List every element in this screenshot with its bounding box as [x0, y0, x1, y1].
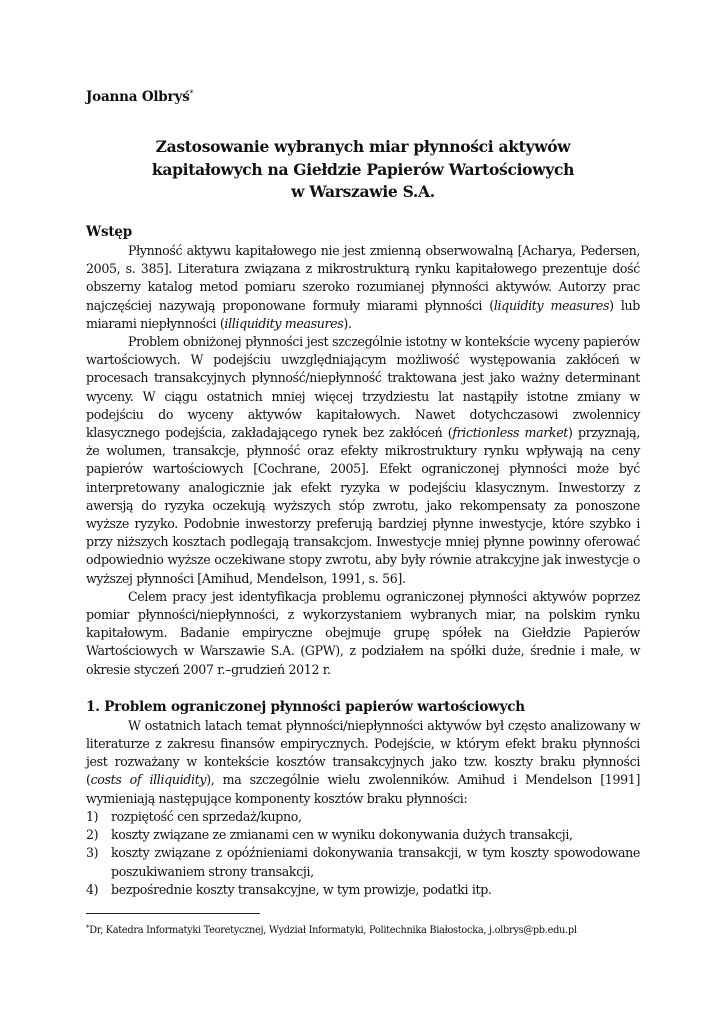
intro-p2-text-a: Problem obniżonej płynności jest szczególnie istotny w kontekście wyceny papierów wartościowych. W podejściu uwzględniającym możliwość występowania zakłóceń w procesach transakcyjnych płynność/niepłynność traktowana jest jako ważny determinant wyceny. W ciągu ostatnich mniej więcej trzydziestu lat nastąpiły istotne zmiany w podejściu do wyceny aktywów kapitałowych. Nawet dotychczasowi zwolennicy klasycznego podejścia, zakładającego rynek bez zakłóceń ( [86, 334, 640, 441]
list-item [86, 844, 640, 880]
cost-components-list [86, 808, 640, 899]
list-item [86, 808, 640, 826]
intro-p2-italic-1: frictionless market [452, 425, 569, 441]
intro-p1-italic-2: illiquidity measures [224, 315, 344, 331]
section-1-heading: 1. Problem ograniczonej płynności papierów wartościowych [86, 698, 525, 715]
section-1-p1-text-a: W ostatnich latach temat płynności/niepłynności aktywów był często analizowany w literaturze z zakresu finansów empirycznych. Podejście, w którym efekt braku płynności jest rozważany w kontekście kosztów transakcyjnych jako tzw. koszty braku płynności ( [86, 717, 640, 788]
intro-paragraph-3: Celem pracy jest identyfikacja problemu ograniczonej płynności aktywów poprzez pomiar płynności/niepłynności, z wykorzystaniem wybranych miar, na polskim rynku kapitałowym. Badanie empiryczne obejmuje grupę spółek na Giełdzie Papierów Wartościowych w Warszawie S.A. (GPW), z podziałem na spółki duże, średnie i małe, w okresie styczeń 2007 r.–grudzień 2012 r. [86, 588, 640, 677]
list-item-text: bezpośrednie koszty transakcyjne, w tym prowizje, podatki itp. [111, 881, 492, 897]
paper-title [86, 136, 640, 204]
intro-paragraph-1 [86, 242, 640, 333]
list-item-number: 3) [86, 845, 99, 861]
author-text: Joanna Olbryś [86, 89, 190, 105]
list-item-number: 1) [86, 808, 99, 824]
footnote-mark: * [86, 924, 90, 932]
title-line-1: Zastosowanie wybranych miar płynności aktywów [155, 137, 571, 156]
footnote [86, 922, 646, 937]
footnote-text: Dr, Katedra Informatyki Teoretycznej, Wydział Informatyki, Politechnika Białostocka, j.olbrys@pb.edu.pl [89, 925, 577, 936]
section-1-p1-text-b: ), ma szczególnie wielu zwolenników. Amihud i Mendelson [1991] wymieniają następujące komponenty kosztów braku płynności: [86, 772, 641, 806]
title-line-3: w Warszawie S.A. [291, 182, 435, 201]
footnote-divider [86, 913, 260, 914]
list-item-text: koszty związane ze zmianami cen w wyniku dokonywania dużych transakcji, [111, 827, 573, 843]
author-footnote-mark: * [189, 89, 194, 98]
intro-p2-text-b: ) przyznają, że wolumen, transakcje, płynność oraz efekty mikrostruktury rynku wpływają na ceny papierów wartościowych [Cochrane, 2005]. Efekt ograniczonej płynności może być interpretowany analogicznie jak efekt ryzyka w podejściu klasycznym. Inwestorzy z awersją do ryzyka oczekują wyższych stóp zwrotu, jako rekompensaty za ponoszone wyższe ryzyko. Podobnie inwestorzy preferują bardziej płynne inwestycje, które szybko i przy niższych kosztach podlegają transakcjom. Inwestycje mniej płynne powinny oferować odpowiednio wyższe oczekiwane stopy zwrotu, aby były równie atrakcyjne jak inwestycje o wyższej płynności [Amihud, Mendelson, 1991, s. 56]. [86, 425, 640, 586]
intro-heading: Wstęp [86, 224, 133, 240]
section-gap [86, 679, 640, 697]
intro-paragraph-2 [86, 333, 640, 588]
intro-p1-italic-1: liquidity measures [493, 297, 610, 313]
list-item-number: 2) [86, 827, 99, 843]
section-1-paragraph-1 [86, 717, 640, 808]
intro-p1-text-c: ). [343, 315, 352, 331]
intro-p1-text-a: Płynność aktywu kapitałowego nie jest zmienną obserwowalną [Acharya, Pedersen, 2005, s. 385]. Literatura związana z mikrostrukturą rynku kapitałowego prezentuje dość obszerny katalog metod pomiaru szeroko rozumianej płynności aktywów. Autorzy prac najczęściej nazywają proponowane formuły miarami płynności ( [86, 243, 640, 313]
list-item [86, 881, 640, 899]
list-item-text: koszty związane z opóźnieniami dokonywania transakcji, w tym koszty spowodowane poszukiwaniem strony transakcji, [111, 845, 640, 879]
list-item [86, 826, 640, 844]
list-item-number: 4) [86, 881, 99, 897]
section-1-p1-italic-1: costs of illiquidity [90, 772, 207, 788]
title-line-2: kapitałowych na Giełdzie Papierów Wartościowych [151, 159, 575, 179]
intro-p1-text-b: ) lub miarami niepłynności ( [86, 297, 641, 331]
paper-body [86, 222, 640, 899]
list-item-text: rozpiętość cen sprzedaż/kupno, [111, 808, 302, 824]
author-name [86, 89, 193, 105]
